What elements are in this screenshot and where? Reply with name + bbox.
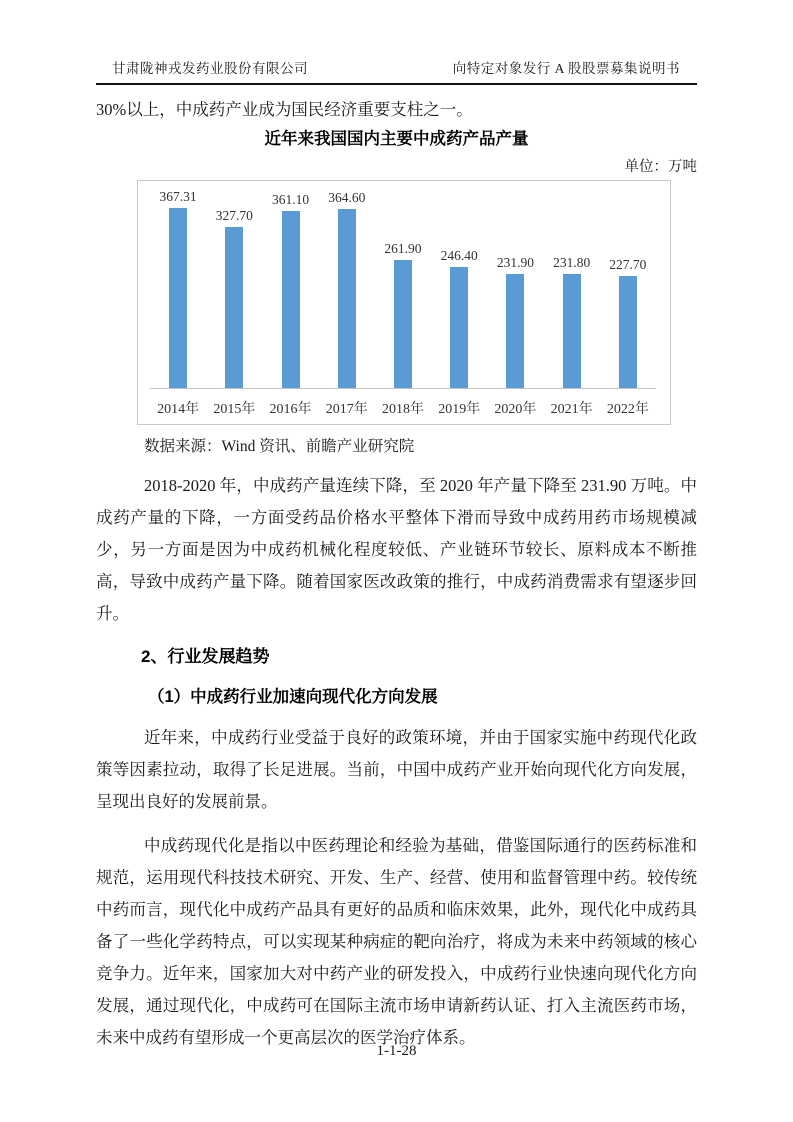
bar-value-label: 227.70 — [609, 257, 647, 272]
bar-column — [431, 181, 487, 388]
page-header — [96, 0, 697, 85]
bar-value-label: 231.90 — [496, 255, 534, 270]
paragraph-modernization: 中成药现代化是指以中医药理论和经验为基础，借鉴国际通行的医药标准和规范，运用现代科技技术研究、开发、生产、经营、使用和监督管理中药。较传统中药而言，现代化中成药产品具有更好的品质和临床效果，此外，现代化中成药具备了一些化学药特点，可以实现某种病症的靶向治疗，将成为未来中药领域的核心竞争力。近年来，国家加大对中药产业的研发投入，中成药行业快速向现代化方向发展，通过现代化，中成药可在国际主流市场申请新药认证、打入主流医药市场，未来中成药有望形成一个更高层次的医学治疗体系。 — [96, 836, 697, 1047]
bar-value-label: 367.31 — [159, 189, 197, 204]
x-axis-label: 2017年 — [325, 402, 368, 417]
paragraph-production-decline: 2018-2020 年，中成药产量连续下降，至 2020 年产量下降至 231.90 万吨。中成药产量的下降，一方面受药品价格水平整体下滑而导致中成药用药市场规模减少，另一方面是因为中成药机械化程度较低、产业链环节较长、原料成本不断推高，导致中成药产量下降。随着国家医改政策的推行，中成药消费需求有望逐步回升。 — [96, 476, 697, 623]
bar-column — [375, 181, 431, 388]
bar — [338, 209, 356, 388]
x-axis-label: 2022年 — [606, 402, 649, 417]
header-document-title: 向特定对象发行 A 股股票募集说明书 — [452, 61, 680, 76]
bar — [225, 227, 243, 388]
x-axis-label: 2014年 — [157, 402, 200, 417]
bar — [282, 211, 300, 388]
paragraph-policy-environment: 近年来，中成药行业受益于良好的政策环境，并由于国家实施中药现代化政策等因素拉动，取得了长足进展。当前，中国中成药产业开始向现代化方向发展，呈现出良好的发展前景。 — [96, 728, 697, 811]
section-heading: 2、行业发展趋势 — [141, 647, 270, 666]
bar-value-label: 261.90 — [384, 241, 422, 256]
header-company-name: 甘肃陇神戎发药业股份有限公司 — [112, 61, 308, 76]
x-axis-label: 2021年 — [550, 402, 593, 417]
x-axis-label: 2020年 — [494, 402, 537, 417]
chart-source-note: 数据来源：Wind 资讯、前瞻产业研究院 — [144, 438, 415, 455]
bar-column — [206, 181, 262, 388]
bar-value-label: 231.80 — [553, 255, 591, 270]
chart-title: 近年来我国国内主要中成药产品产量 — [264, 130, 529, 148]
bar-column — [544, 181, 600, 388]
x-axis-label: 2019年 — [438, 402, 481, 417]
bar-column — [150, 181, 206, 388]
chart-unit-label: 单位：万吨 — [624, 159, 697, 175]
chart-plot — [150, 181, 656, 389]
bar-column — [319, 181, 375, 388]
bar-value-label: 361.10 — [271, 192, 310, 207]
bar-column — [262, 181, 318, 388]
bar-value-label: 327.70 — [215, 208, 253, 223]
bar-column — [600, 181, 656, 388]
bar — [506, 274, 524, 388]
bar-chart — [137, 180, 671, 425]
bar — [619, 276, 637, 388]
bar — [169, 208, 187, 388]
x-axis-label: 2018年 — [381, 402, 424, 417]
bar-value-label: 246.40 — [440, 248, 478, 263]
x-axis-label: 2015年 — [213, 402, 256, 417]
chart-x-axis — [150, 389, 656, 418]
bar-column — [487, 181, 543, 388]
bar-value-label: 364.60 — [328, 190, 366, 205]
bar — [394, 260, 412, 388]
bar — [450, 267, 468, 388]
bar — [563, 274, 581, 388]
subsection-heading: （1）中成药行业加速向现代化方向发展 — [148, 688, 438, 706]
page-number: 1-1-28 — [376, 1043, 417, 1059]
intro-paragraph: 30%以上，中成药产业成为国民经济重要支柱之一。 — [96, 100, 473, 119]
x-axis-label: 2016年 — [269, 402, 312, 417]
